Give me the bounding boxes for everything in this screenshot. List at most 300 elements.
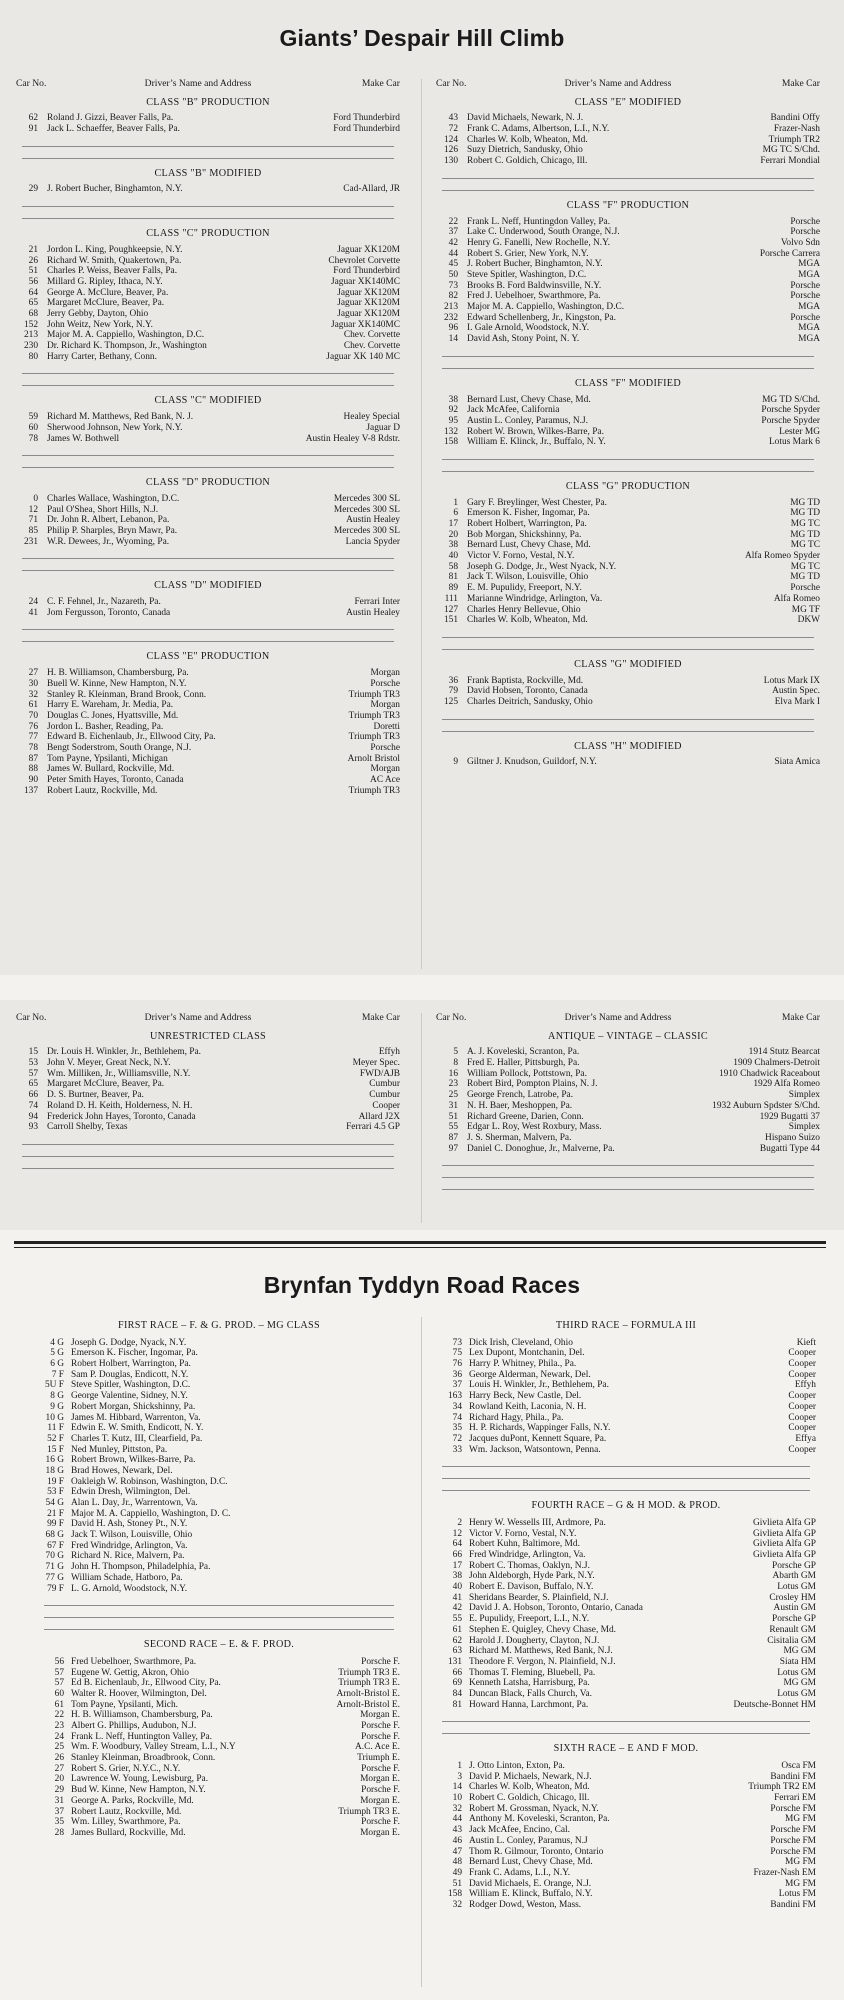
entry-row: [16, 505, 400, 516]
make-header: Make Car: [361, 78, 400, 89]
driver-name-address: Bernard Lust, Chevy Chase, Md.: [469, 1857, 593, 1868]
entry-row: [16, 298, 400, 309]
car-number: 32: [28, 689, 38, 700]
entry-class-section: [436, 1321, 816, 1491]
entry-row: [16, 277, 400, 288]
driver-name-address: Robert C. Goldich, Chicago, Ill.: [467, 156, 588, 167]
car-number: 4 G: [50, 1337, 64, 1348]
blank-entry-line: [44, 1594, 394, 1606]
car-number: 18 G: [45, 1465, 64, 1476]
car-number: 76: [28, 721, 38, 732]
driver-name-address: Richard Hagy, Phila., Pa.: [469, 1412, 564, 1423]
driver-name-address: George Alderman, Newark, Del.: [469, 1369, 591, 1380]
car-number: 60: [54, 1688, 64, 1699]
make-of-car: MGA: [798, 323, 820, 334]
driver-name-address: Rowland Keith, Laconia, N. H.: [469, 1401, 587, 1412]
make-of-car: Ford Thunderbird: [333, 266, 400, 277]
make-of-car: Triumph TR3 E.: [338, 1667, 400, 1678]
entry-row: [38, 1519, 400, 1530]
car-number: 26: [28, 255, 38, 266]
driver-name-address: Charles Deitrich, Sandusky, Ohio: [467, 696, 593, 707]
make-of-car: MG FM: [785, 1878, 816, 1889]
car-number: 213: [443, 302, 458, 313]
car-number: 74: [452, 1412, 462, 1423]
make-of-car: Porsche FM: [770, 1825, 816, 1836]
car-number: 65: [28, 298, 38, 309]
car-number: 32: [452, 1803, 462, 1814]
driver-name-address: Fred E. Haller, Pittsburgh, Pa.: [467, 1058, 580, 1069]
entry-row: [436, 519, 820, 530]
car-number: 87: [28, 753, 38, 764]
entry-row: [16, 732, 400, 743]
driver-name-address: Charles W. Kolb, Wheaton, Md.: [469, 1782, 590, 1793]
make-of-car: Siata HM: [779, 1656, 816, 1667]
car-number: 1: [457, 1761, 462, 1772]
entry-row: [436, 594, 820, 605]
car-number: 26: [54, 1753, 64, 1764]
column-header: [16, 79, 400, 90]
column-divider: [421, 1013, 422, 1223]
make-of-car: MGA: [798, 302, 820, 313]
driver-name-address: Theodore F. Vergon, N. Plainfield, N.J.: [469, 1656, 616, 1667]
driver-name-address: Albert G. Phillips, Audubon, N.J.: [71, 1721, 197, 1732]
car-number: 2: [457, 1517, 462, 1528]
blank-entry-line: [22, 630, 394, 642]
driver-name-address: Jordon L. King, Poughkeepsie, N.Y.: [47, 244, 183, 255]
car-number: 37: [452, 1380, 462, 1391]
driver-name-address: Gary F. Breylinger, West Chester, Pa.: [467, 497, 607, 508]
car-number: 62: [452, 1635, 462, 1646]
class-title: CLASS "E" PRODUCTION: [146, 651, 270, 663]
entry-row: [436, 1857, 816, 1868]
entry-row: [38, 1742, 400, 1753]
make-header: Make Car: [781, 78, 820, 89]
make-of-car: Cooper: [788, 1369, 816, 1380]
make-of-car: Porsche Carrera: [759, 248, 820, 259]
car-number: 94: [28, 1111, 38, 1122]
entry-row: [436, 1144, 820, 1155]
driver-name-address: Steve Spitler, Washington, D.C.: [467, 269, 587, 280]
make-of-car: Morgan: [370, 668, 400, 679]
car-number: 67 F: [47, 1540, 64, 1551]
make-of-car: Porsche FM: [770, 1803, 816, 1814]
car-number: 66: [28, 1090, 38, 1101]
entry-row: [38, 1584, 400, 1595]
entry-row: [16, 245, 400, 256]
make-of-car: Jaguar XK 140 MC: [326, 351, 400, 362]
entry-row: [16, 1047, 400, 1058]
car-number: 16: [448, 1068, 458, 1079]
car-number: 61: [28, 700, 38, 711]
car-number: 3: [457, 1771, 462, 1782]
class-title: FOURTH RACE – G & H MOD. & PROD.: [531, 1500, 721, 1512]
blank-entry-line: [22, 207, 394, 219]
entry-row: [38, 1668, 400, 1679]
driver-name-address: Bengt Soderstrom, South Orange, N.J.: [47, 742, 192, 753]
driver-name-address: Daniel C. Donoghue, Jr., Malverne, Pa.: [467, 1143, 615, 1154]
entry-row: [436, 1603, 816, 1614]
driver-name-address: Oakleigh W. Robinson, Washington, D.C.: [71, 1476, 228, 1487]
driver-name-address: Lawrence W. Young, Lewisburg, Pa.: [71, 1774, 209, 1785]
make-of-car: Deutsche-Bonnet HM: [733, 1699, 816, 1710]
make-of-car: Porsche Spyder: [761, 405, 820, 416]
car-number: 75: [452, 1348, 462, 1359]
driver-name-address: W.R. Dewees, Jr., Wyoming, Pa.: [47, 536, 170, 547]
car-number: 1: [453, 497, 458, 508]
entry-row: [436, 1434, 816, 1445]
entry-row: [38, 1817, 400, 1828]
entry-row: [436, 676, 820, 687]
entry-row: [436, 1370, 816, 1381]
driver-name-address: Giltner J. Knudson, Guildorf, N.Y.: [467, 757, 597, 768]
driver-name-address: Dr. Louis H. Winkler, Jr., Bethlehem, Pa.: [47, 1047, 202, 1058]
driver-name-address: David Michaels, Newark, N. J.: [467, 113, 584, 124]
entry-row: [436, 323, 820, 334]
driver-name-address: Brad Howes, Newark, Del.: [71, 1465, 173, 1476]
car-number: 60: [28, 422, 38, 433]
driver-name-address: Robert S. Grier, N.Y.C., N.Y.: [71, 1763, 181, 1774]
class-title: UNRESTRICTED CLASS: [149, 1030, 267, 1042]
make-of-car: [396, 1370, 400, 1381]
car-number: 73: [448, 280, 458, 291]
entry-row: [38, 1445, 400, 1456]
make-of-car: 1909 Chalmers-Detroit: [733, 1058, 820, 1069]
car-number: 17: [452, 1560, 462, 1571]
driver-name-address: I. Gale Arnold, Woodstock, N.Y.: [467, 323, 590, 334]
make-of-car: [396, 1584, 400, 1595]
driver-name-address: Fred J. Uebelhoer, Swarthmore, Pa.: [467, 291, 601, 302]
driver-name-address: David J. A. Hobson, Toronto, Ontario, Canada: [469, 1603, 643, 1614]
driver-name-address: Wm. Lilley, Swarthmore, Pa.: [71, 1817, 181, 1828]
entry-row: [16, 1112, 400, 1123]
make-of-car: MG TD: [790, 508, 820, 519]
entry-row: [16, 722, 400, 733]
car-number: 77: [28, 732, 38, 743]
driver-name-address: Kenneth Latsha, Harrisburg, Pa.: [469, 1678, 590, 1689]
car-number: 76: [452, 1359, 462, 1370]
make-of-car: Porsche Spyder: [761, 415, 820, 426]
class-title: CLASS "G" PRODUCTION: [565, 480, 691, 492]
make-of-car: Triumph TR3: [348, 732, 400, 743]
car-number: 124: [443, 134, 458, 145]
make-of-car: MGA: [798, 269, 820, 280]
entry-row: [436, 551, 820, 562]
driver-name-address: John H. Thompson, Philadelphia, Pa.: [71, 1562, 211, 1573]
make-of-car: Porsche: [790, 583, 820, 594]
entry-row: [436, 1359, 816, 1370]
entry-row: [38, 1551, 400, 1562]
make-of-car: Triumph TR3 E.: [338, 1678, 400, 1689]
driver-name-address: L. G. Arnold, Woodstock, N.Y.: [71, 1583, 188, 1594]
entry-class-section: [436, 742, 820, 768]
make-of-car: MG TD: [790, 497, 820, 508]
driver-name-address: Jack T. Wilson, Louisville, Ohio: [71, 1530, 193, 1541]
entry-row: [16, 668, 400, 679]
entry-row: [38, 1370, 400, 1381]
car-number: 41: [28, 607, 38, 618]
column-divider: [421, 79, 422, 969]
car-number: 66: [452, 1550, 462, 1561]
entry-row: [436, 583, 820, 594]
entry-row: [436, 1636, 816, 1647]
driver-name-address: Frank C. Adams, L.I., N.Y.: [469, 1867, 571, 1878]
entry-row: [436, 1539, 816, 1550]
entry-row: [38, 1466, 400, 1477]
make-of-car: Cumbur: [369, 1079, 400, 1090]
car-number: 27: [28, 668, 38, 679]
make-of-car: Porsche F.: [361, 1721, 400, 1732]
driver-name-address: Edwin Dresh, Wilmington, Del.: [71, 1487, 191, 1498]
entry-row: [16, 266, 400, 277]
driver-name-address: H. P. Richards, Wappinger Falls, N.Y.: [469, 1423, 611, 1434]
blank-entry-line: [442, 1166, 814, 1178]
entry-row: [436, 1090, 820, 1101]
driver-name-address: Suzy Dietrich, Sandusky, Ohio: [467, 145, 583, 156]
entry-row: [436, 540, 820, 551]
driver-name-address: Stanley R. Kleinman, Brand Brook, Conn.: [47, 689, 207, 700]
entry-row: [38, 1700, 400, 1711]
entry-row: [436, 249, 820, 260]
make-of-car: Simplex: [788, 1090, 820, 1101]
car-number: 213: [23, 330, 38, 341]
make-of-car: Bugatti Type 44: [759, 1143, 820, 1154]
driver-name-address: Marianne Windridge, Arlington, Va.: [467, 593, 603, 604]
car-number: 163: [447, 1391, 462, 1402]
make-of-car: Elva Mark I: [774, 696, 820, 707]
make-of-car: Mercedes 300 SL: [333, 525, 400, 536]
make-of-car: Porsche: [790, 312, 820, 323]
class-title: CLASS "B" MODIFIED: [154, 167, 262, 179]
entry-row: [38, 1828, 400, 1839]
column-header: [436, 79, 820, 90]
driver-name-address: J. S. Sherman, Malvern, Pa.: [467, 1132, 572, 1143]
car-number: 8 G: [50, 1391, 64, 1402]
entry-row: [38, 1796, 400, 1807]
giants-left-sections: [16, 98, 400, 797]
entry-class-section: [436, 379, 820, 472]
make-of-car: Jaguar XK140MC: [330, 319, 400, 330]
entry-row: [436, 686, 820, 697]
entry-row: [38, 1487, 400, 1498]
make-of-car: Simplex: [788, 1122, 820, 1133]
blank-entry-line: [442, 167, 814, 179]
entry-row: [436, 1550, 816, 1561]
entry-row: [38, 1753, 400, 1764]
car-number: 78: [28, 742, 38, 753]
driver-name-address: E. Pupulidy, Freeport, L.I., N.Y.: [469, 1614, 590, 1625]
car-number: 158: [447, 1889, 462, 1900]
make-of-car: Effya: [795, 1433, 816, 1444]
make-of-car: Porsche: [370, 742, 400, 753]
make-of-car: Chev. Corvette: [343, 341, 400, 352]
car-number: 89: [448, 583, 458, 594]
entry-row: [38, 1573, 400, 1584]
car-number: 55: [452, 1614, 462, 1625]
driver-name-address: Sam P. Douglas, Endicott, N.Y.: [71, 1369, 189, 1380]
car-number: 64: [452, 1539, 462, 1550]
make-of-car: Abarth GM: [772, 1571, 816, 1582]
entry-row: [16, 526, 400, 537]
make-of-car: Arnolt-Bristol E.: [336, 1688, 400, 1699]
driver-header: Driver’s Name and Address: [144, 1012, 252, 1023]
car-number: 152: [23, 319, 38, 330]
entry-row: [436, 1772, 816, 1783]
car-number: 28: [54, 1827, 64, 1838]
entry-row: [16, 184, 400, 195]
car-number: 5 G: [50, 1348, 64, 1359]
class-title: CLASS "C" MODIFIED: [154, 395, 262, 407]
make-of-car: Porsche F.: [361, 1656, 400, 1667]
car-number: 33: [452, 1444, 462, 1455]
driver-name-address: Brooks B. Ford Baldwinsville, N.Y.: [467, 280, 602, 291]
driver-name-address: Ed B. Eichenlaub, Jr., Ellwood City, Pa.: [71, 1678, 221, 1689]
entry-row: [16, 754, 400, 765]
driver-name-address: Sheridans Bearder, S. Plainfield, N.J.: [469, 1592, 609, 1603]
car-number: 51: [448, 1111, 458, 1122]
giants-right-column: [436, 79, 820, 778]
make-of-car: MG TC S/Chd.: [762, 145, 820, 156]
driver-name-address: James M. Hibbard, Warrenton, Va.: [71, 1412, 201, 1423]
entry-row: [436, 238, 820, 249]
brynfan-left-column: [38, 1317, 400, 1849]
column-header: [16, 1013, 400, 1024]
car-number: 48: [452, 1857, 462, 1868]
driver-name-address: Harry E. Wareham, Jr. Media, Pa.: [47, 700, 174, 711]
make-of-car: Triumph TR2 EM: [748, 1782, 816, 1793]
entry-row: [38, 1380, 400, 1391]
driver-name-address: Major M. A. Cappiello, Washington, D.C.: [467, 302, 625, 313]
blank-entry-line: [442, 1710, 810, 1722]
make-of-car: [396, 1423, 400, 1434]
entry-row: [16, 320, 400, 331]
entry-class-section: [436, 1032, 820, 1191]
make-of-car: Lotus FM: [778, 1889, 816, 1900]
car-number: 29: [28, 184, 38, 195]
entry-class-section: [16, 581, 400, 642]
make-of-car: 1929 Alfa Romeo: [753, 1079, 820, 1090]
driver-name-address: Peter Smith Hayes, Toronto, Canada: [47, 775, 184, 785]
car-number: 95: [448, 415, 458, 426]
make-of-car: Triumph TR3 E.: [338, 1806, 400, 1817]
entry-row: [436, 1445, 816, 1456]
make-of-car: FWD/AJB: [359, 1068, 400, 1079]
car-number: 73: [452, 1337, 462, 1348]
car-number: 43: [452, 1825, 462, 1836]
car-number: 93: [28, 1122, 38, 1133]
driver-name-address: Richard W. Smith, Quakertown, Pa.: [47, 255, 182, 266]
car-number: 35: [452, 1423, 462, 1434]
car-number: 15: [28, 1047, 38, 1058]
entry-row: [436, 427, 820, 438]
car-number: 31: [54, 1795, 64, 1806]
driver-name-address: John Aldeborgh, Hyde Park, N.Y.: [469, 1571, 595, 1582]
driver-name-address: Millard G. Ripley, Ithaca, N.Y.: [47, 276, 163, 287]
class-title: CLASS "C" PRODUCTION: [146, 228, 270, 240]
car-number: 97: [448, 1143, 458, 1154]
make-of-car: 1910 Chadwick Raceabout: [718, 1068, 820, 1079]
car-number: 51: [28, 266, 38, 277]
make-of-car: Austin Healey: [346, 515, 400, 526]
car-number: 56: [28, 276, 38, 287]
driver-name-address: J. Robert Bucher, Binghamton, N.Y.: [467, 259, 603, 270]
section-separator: [14, 1241, 826, 1244]
car-number: 24: [54, 1731, 64, 1742]
blank-entry-line: [22, 147, 394, 159]
make-of-car: [396, 1445, 400, 1456]
make-of-car: MG GM: [783, 1646, 816, 1657]
entry-row: [436, 1101, 820, 1112]
driver-name-address: Robert Kuhn, Baltimore, Md.: [469, 1539, 580, 1550]
car-number: 14: [448, 334, 458, 345]
driver-name-address: Harry P. Whitney, Phila., Pa.: [469, 1359, 577, 1370]
driver-name-address: Frank C. Adams, Albertson, L.I., N.Y.: [467, 124, 610, 135]
blank-entry-line: [442, 626, 814, 638]
car-number: 79: [448, 686, 458, 697]
driver-name-address: Tom Payne, Ypsilanti, Michigan: [47, 753, 168, 764]
driver-name-address: William Schade, Hatboro, Pa.: [71, 1572, 183, 1583]
entry-row: [38, 1562, 400, 1573]
make-of-car: [396, 1519, 400, 1530]
make-header: Make Car: [361, 1012, 400, 1023]
car-number: 66: [452, 1667, 462, 1678]
car-number: 151: [443, 615, 458, 626]
make-of-car: MG TD S/Chd.: [762, 394, 820, 405]
driver-name-address: Joseph G. Dodge, Jr., West Nyack, N.Y.: [467, 561, 617, 572]
class-title: SIXTH RACE – E AND F MOD.: [553, 1743, 699, 1755]
entry-row: [436, 1814, 816, 1825]
entry-row: [436, 572, 820, 583]
driver-name-address: James W. Bullard, Rockville, Md.: [47, 764, 175, 775]
unrestricted-sections: [16, 1032, 400, 1169]
car-number: 12: [452, 1528, 462, 1539]
make-of-car: Bandini FM: [770, 1771, 816, 1782]
driver-name-address: H. B. Williamson, Chambersburg, Pa.: [47, 668, 189, 679]
make-of-car: Givlieta Alfa GP: [752, 1550, 816, 1561]
car-number: 9: [453, 757, 458, 768]
make-of-car: Morgan E.: [360, 1710, 400, 1721]
driver-name-address: Louis H. Winkler, Jr., Bethlehem, Pa.: [469, 1380, 609, 1391]
driver-name-address: Charles W. Kolb, Wheaton, Md.: [467, 134, 588, 145]
entry-row: [436, 1847, 816, 1858]
driver-name-address: Robert Brown, Wilkes-Barre, Pa.: [71, 1455, 196, 1466]
make-of-car: Morgan E.: [360, 1774, 400, 1785]
driver-name-address: Frederick John Hayes, Toronto, Canada: [47, 1111, 196, 1122]
car-number: 126: [443, 145, 458, 156]
driver-name-address: Edward B. Eichenlaub, Jr., Ellwood City, Pa.: [47, 732, 216, 743]
driver-name-address: Dr. Richard K. Thompson, Jr., Washington: [47, 341, 207, 352]
make-of-car: Austin GM: [773, 1603, 816, 1614]
class-title: CLASS "B" PRODUCTION: [146, 96, 270, 108]
car-number: 88: [28, 764, 38, 775]
driver-name-address: Charles T. Kutz, III, Clearfield, Pa.: [71, 1433, 203, 1444]
driver-name-address: Buell W. Kinne, New Hampton, N.Y.: [47, 678, 187, 689]
car-number: 56: [54, 1656, 64, 1667]
blank-entry-line: [442, 1154, 814, 1166]
class-title: FIRST RACE – F. & G. PROD. – MG CLASS: [117, 1320, 320, 1331]
driver-name-address: Dr. John R. Albert, Lebanon, Pa.: [47, 515, 170, 526]
entry-row: [38, 1402, 400, 1413]
make-of-car: [396, 1434, 400, 1445]
car-number: 38: [452, 1571, 462, 1582]
make-of-car: Lotus GM: [777, 1582, 816, 1593]
car-number: 61: [54, 1699, 64, 1710]
driver-name-address: Charles W. Kolb, Wheaton, Md.: [467, 615, 588, 626]
entry-class-section: [436, 1501, 816, 1734]
entry-row: [38, 1689, 400, 1700]
car-number: 127: [443, 604, 458, 615]
entry-row: [436, 615, 820, 626]
car-no-header: Car No.: [436, 1012, 467, 1023]
